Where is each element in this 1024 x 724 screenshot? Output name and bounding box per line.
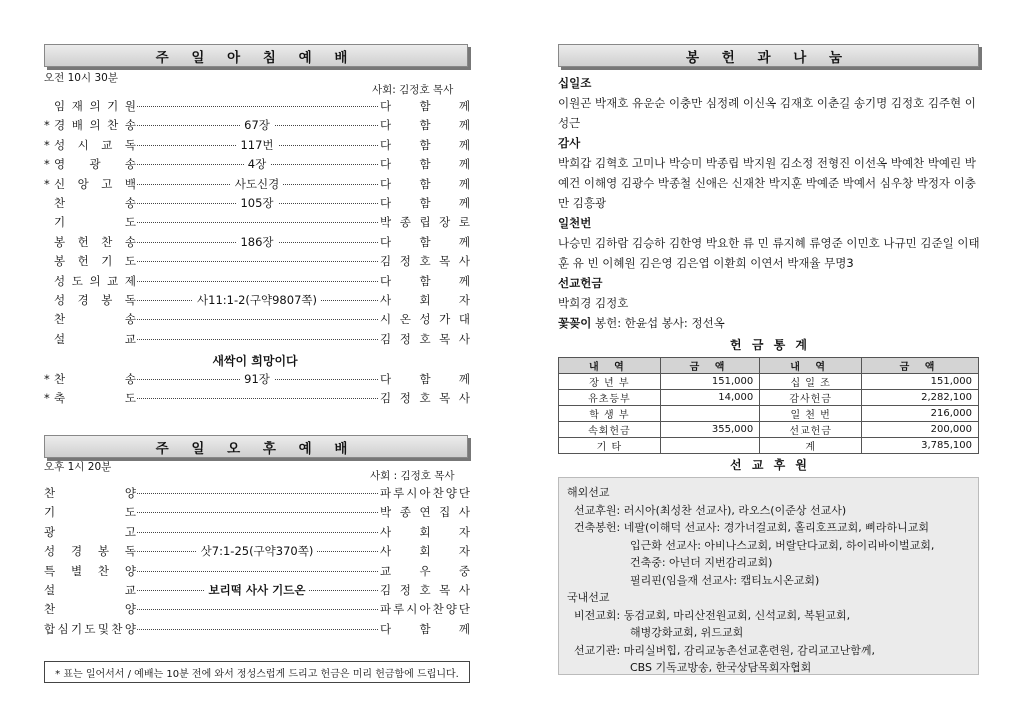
afternoon-item-leader: 다 함 께 — [380, 620, 470, 639]
leader-dots — [132, 261, 378, 262]
morning-item-label: 설 교 — [54, 330, 136, 349]
finance-amount-cell: 14,000 — [660, 390, 759, 406]
finance-item-cell: 기 타 — [559, 438, 661, 454]
leader-dots — [132, 222, 378, 223]
missions-line: 건축봉헌: 네팔(이해덕 선교사: 경가너걸교회, 홀리호프교회, 삐라하니교회 — [567, 521, 929, 534]
morning-item-leader: 다 함 께 — [380, 97, 470, 116]
afternoon-service-header: 주 일 오 후 예 배 — [44, 435, 468, 458]
morning-row — [44, 310, 470, 329]
afternoon-row — [44, 581, 470, 600]
finance-row — [559, 390, 979, 406]
morning-item-leader: 다 함 께 — [380, 233, 470, 252]
afternoon-item-leader: 김 정 호 목 사 — [380, 581, 470, 600]
leader-dots — [132, 512, 378, 513]
morning-closing-list — [44, 370, 470, 409]
missions-line: 선교기관: 마리실버힙, 감리교농촌선교훈련원, 감리교고난함께, — [567, 643, 875, 657]
morning-row — [44, 97, 470, 116]
morning-item-leader: 다 함 께 — [380, 155, 470, 174]
afternoon-row — [44, 562, 470, 581]
finance-row — [559, 422, 979, 438]
afternoon-item-label: 광 고 — [44, 523, 136, 542]
offering-section — [558, 73, 982, 333]
missions-line: CBS 기독교방송, 한국상담목회자협회 — [567, 661, 812, 674]
morning-item-leader: 다 함 께 — [380, 194, 470, 213]
afternoon-item-leader: 교 우 중 — [380, 562, 470, 581]
finance-title: 헌 금 통 계 — [730, 338, 810, 352]
leader-dots — [132, 106, 378, 107]
morning-item-detail: 사도신경 — [144, 175, 370, 194]
afternoon-item-detail: 삿7:1-25(구약370쪽) — [144, 542, 370, 561]
finance-column-header: 금 액 — [862, 358, 979, 374]
finance-amount-cell: 200,000 — [862, 422, 979, 438]
morning-item-label: 신 앙 고 백 — [54, 175, 136, 194]
morning-item-label: 봉 헌 찬 송 — [54, 233, 136, 252]
flower-label: 꽃꽂이 — [558, 316, 592, 330]
morning-item-label: 찬 송 — [54, 194, 136, 213]
finance-item-cell: 감사헌금 — [760, 390, 862, 406]
morning-row — [44, 291, 470, 310]
finance-item-cell: 장 년 부 — [559, 374, 661, 390]
afternoon-item-label: 특 별 찬 양 — [44, 562, 136, 581]
afternoon-item-leader: 박 종 연 집 사 — [380, 503, 470, 522]
leader-dots — [132, 571, 378, 572]
afternoon-item-leader: 사 회 자 — [380, 523, 470, 542]
finance-item-cell: 속회헌금 — [559, 422, 661, 438]
morning-item-label: 성 시 교 독 — [54, 136, 136, 155]
leader-dots — [132, 281, 378, 282]
missions-line: 건축중: 아넌더 지번감리교회) — [567, 556, 773, 569]
finance-column-header: 내 역 — [559, 358, 661, 374]
finance-amount-cell: 151,000 — [660, 374, 759, 390]
finance-item-cell: 십 일 조 — [760, 374, 862, 390]
afternoon-row — [44, 484, 470, 503]
afternoon-time: 오후 1시 20분 — [44, 461, 112, 473]
afternoon-row — [44, 542, 470, 561]
leader-dots — [132, 319, 378, 320]
morning-service-header: 주 일 아 침 예 배 — [44, 44, 468, 67]
afternoon-item-leader: 사 회 자 — [380, 542, 470, 561]
finance-row — [559, 406, 979, 422]
morning-item-detail: 117번 — [144, 136, 370, 155]
afternoon-row — [44, 523, 470, 542]
morning-presider: 사회: 김정호 목사 — [372, 84, 454, 96]
missions-line: 비전교회: 동검교회, 마리산전원교회, 신석교회, 복된교회, — [567, 608, 851, 622]
missions-title: 선 교 후 원 — [730, 458, 810, 472]
leader-dots — [132, 609, 378, 610]
afternoon-item-label: 기 도 — [44, 503, 136, 522]
standing-mark: * — [44, 372, 50, 386]
standing-mark: * — [44, 118, 50, 133]
morning-closing-item-leader: 김 정 호 목 사 — [380, 389, 470, 408]
morning-item-label: 영 광 송 — [54, 155, 136, 174]
finance-amount-cell: 2,282,100 — [862, 390, 979, 406]
morning-item-leader: 다 함 께 — [380, 272, 470, 291]
morning-item-label: 성 경 봉 독 — [54, 291, 136, 310]
footer-note: * 표는 일어서서 / 예배는 10분 전에 와서 정성스럽게 드리고 헌금은 미리 헌금함에 드립니다. — [44, 661, 470, 683]
morning-item-label: 경 배 의 찬 송 — [54, 116, 136, 135]
missions-line: 선교후원: 러시아(최성찬 선교사), 라오스(이준상 선교사) — [567, 503, 847, 517]
ilcheon-names: 나승민 김하람 김승하 김한영 박요한 류 민 류지혜 류영준 이민호 나규민 김준일 이태훈 유 빈 이혜원 김은영 김은엽 이환희 이연서 박재율 무명3 — [558, 236, 980, 270]
finance-amount-cell — [660, 406, 759, 422]
standing-mark: * — [44, 391, 50, 406]
finance-row — [559, 438, 979, 454]
missions-line: 입근화 선교사: 아비나스교회, 버랄단다교회, 하이리바이벌교회, — [567, 538, 935, 552]
morning-item-detail: 67장 — [144, 116, 370, 135]
morning-row — [44, 213, 470, 232]
mission-offering-names: 박희경 김정호 — [558, 296, 629, 310]
finance-item-cell: 유초등부 — [559, 390, 661, 406]
afternoon-row — [44, 503, 470, 522]
morning-item-detail: 4장 — [144, 155, 370, 174]
leader-dots — [132, 339, 378, 340]
afternoon-row — [44, 600, 470, 619]
morning-item-leader: 사 회 자 — [380, 291, 470, 310]
flower-text: 봉헌: 한윤섭 봉사: 정선옥 — [594, 316, 725, 330]
thanks-label: 감사 — [558, 136, 581, 150]
ilcheon-label: 일천번 — [558, 216, 592, 230]
morning-item-leader: 시 온 성 가 대 — [380, 310, 470, 329]
morning-row — [44, 194, 470, 213]
missions-line: 필리핀(임을재 선교사: 캡티뇨시온교회) — [567, 573, 820, 587]
afternoon-item-label: 찬 양 — [44, 600, 136, 619]
morning-closing-item-leader: 다 함 께 — [380, 370, 470, 389]
finance-item-cell: 학 생 부 — [559, 406, 661, 422]
flower-line — [558, 313, 982, 333]
afternoon-row — [44, 620, 470, 639]
tithe-names: 이원곤 박재호 유운순 이충만 심정례 이신옥 김재호 이춘길 송기명 김정호 김주현 이성근 — [558, 96, 976, 130]
finance-item-cell: 계 — [760, 438, 862, 454]
tithe-label: 십일조 — [558, 76, 592, 90]
leader-dots — [132, 629, 378, 630]
morning-item-detail: 105장 — [144, 194, 370, 213]
morning-row — [44, 136, 470, 155]
finance-amount-cell — [660, 438, 759, 454]
morning-item-leader: 김 정 호 목 사 — [380, 330, 470, 349]
afternoon-item-detail: 보리떡 사사 기드온 — [144, 581, 370, 600]
morning-closing-row — [44, 370, 470, 389]
leader-dots — [132, 398, 378, 399]
morning-row — [44, 233, 470, 252]
finance-amount-cell: 151,000 — [862, 374, 979, 390]
missions-box — [558, 477, 979, 675]
morning-order-list — [44, 97, 470, 349]
morning-closing-item-label: 찬 송 — [54, 370, 136, 389]
morning-item-leader: 김 정 호 목 사 — [380, 252, 470, 271]
afternoon-presider: 사회 : 김정호 목사 — [370, 470, 455, 482]
morning-closing-item-label: 축 도 — [54, 389, 136, 408]
finance-item-cell: 선교헌금 — [760, 422, 862, 438]
finance-table — [558, 357, 979, 454]
standing-mark: * — [44, 157, 50, 172]
finance-column-header: 내 역 — [760, 358, 862, 374]
leader-dots — [132, 493, 378, 494]
finance-amount-cell: 3,785,100 — [862, 438, 979, 454]
morning-item-leader: 다 함 께 — [380, 116, 470, 135]
morning-row — [44, 155, 470, 174]
morning-time: 오전 10시 30분 — [44, 72, 118, 84]
missions-line: 국내선교 — [567, 591, 610, 604]
thanks-names: 박희갑 김혁호 고미나 박승미 박종립 박지원 김소정 전형진 이선옥 박예찬 박예린 박예건 이해영 김광수 박종철 신애은 신재찬 박지훈 박예준 박예서 심우창 박정자 이충만 김흥광 — [558, 156, 976, 210]
morning-item-leader: 박 종 립 장 로 — [380, 213, 470, 232]
morning-item-label: 찬 송 — [54, 310, 136, 329]
morning-row — [44, 272, 470, 291]
standing-mark: * — [44, 176, 50, 191]
offering-header: 봉 헌 과 나 눔 — [558, 44, 979, 67]
morning-closing-item-detail: 91장 — [144, 370, 370, 389]
morning-item-detail: 사11:1-2(구약9807쪽) — [144, 291, 370, 310]
mission-offering-label: 선교헌금 — [558, 276, 603, 290]
morning-row — [44, 116, 470, 135]
afternoon-item-label: 설 교 — [44, 581, 136, 600]
finance-column-header: 금 액 — [660, 358, 759, 374]
morning-item-detail: 186장 — [144, 233, 370, 252]
morning-item-leader: 다 함 께 — [380, 136, 470, 155]
morning-row — [44, 175, 470, 194]
morning-item-label: 임 재 의 기 원 — [54, 97, 136, 116]
morning-item-label: 기 도 — [54, 213, 136, 232]
morning-closing-row — [44, 389, 470, 408]
finance-amount-cell: 216,000 — [862, 406, 979, 422]
leader-dots — [132, 532, 378, 533]
morning-item-label: 봉 헌 기 도 — [54, 252, 136, 271]
finance-row — [559, 374, 979, 390]
sermon-title: 새싹이 희망이다 — [212, 354, 298, 368]
morning-row — [44, 330, 470, 349]
afternoon-order-list — [44, 484, 470, 639]
morning-item-leader: 다 함 께 — [380, 175, 470, 194]
missions-line: 해외선교 — [567, 486, 610, 499]
standing-mark: * — [44, 137, 50, 152]
afternoon-item-leader: 파 루 시 아 찬 양 단 — [380, 484, 470, 503]
morning-item-label: 성 도 의 교 제 — [54, 272, 136, 291]
afternoon-item-leader: 파 루 시 아 찬 양 단 — [380, 600, 470, 619]
afternoon-item-label: 합 심 기 도 및 찬 양 — [44, 620, 136, 639]
missions-line: 해병강화교회, 위드교회 — [567, 626, 744, 639]
finance-item-cell: 일 천 번 — [760, 406, 862, 422]
finance-amount-cell: 355,000 — [660, 422, 759, 438]
afternoon-item-label: 성 경 봉 독 — [44, 542, 136, 561]
afternoon-item-label: 찬 양 — [44, 484, 136, 503]
morning-row — [44, 252, 470, 271]
